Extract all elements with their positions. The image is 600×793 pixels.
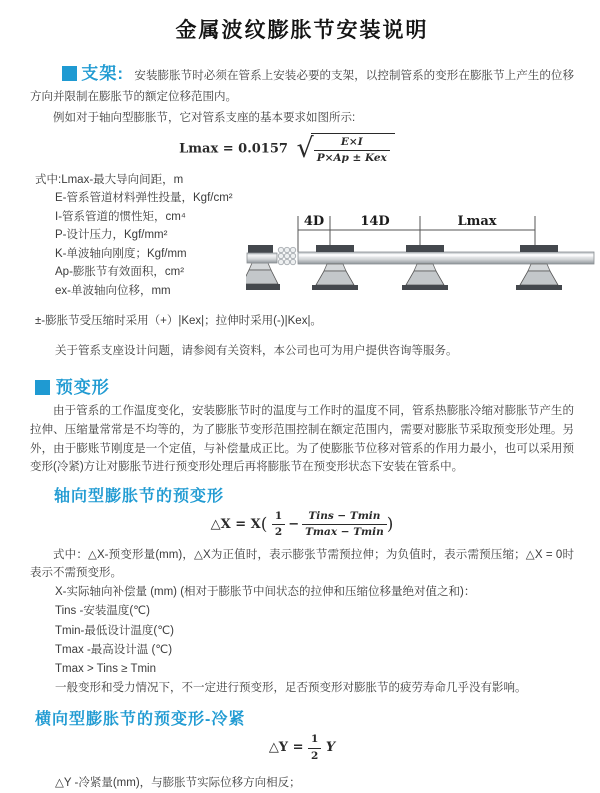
guide-support (402, 245, 448, 290)
variable-definition-line: E-管系管道材料弹性投量，Kgf/cm² (55, 192, 233, 205)
variable-definition-line: P-设计压力，Kgf/mm² (55, 229, 168, 242)
main-pipe (298, 252, 594, 264)
predeform-paragraph: 由于管系的工作温度变化，安装膨胀节时的温度与工作时的温度不同，管系热膨胀冷缩对膨胀节产生的拉伸、压缩量常常是不均等的，为了膨胀节变形范围控制在额定范围内，需要对膨胀节采取预变形处理。另外，由于膨账节刚度是一个定值，与补偿量成正比。为了使膨胀节位移对管系的作用力最小，也可以采用预变形(冷紧)方让对膨胀节进行预变形处理后再将膨胀节在预变形状态下安装在管系中。 (30, 404, 574, 474)
formula-axial-predeform (30, 510, 574, 539)
guide-support (516, 245, 562, 290)
bellows-icon (278, 247, 295, 264)
lateral-note: △Y -冷紧量(mm)，与膨胀节实际位移方向相反； (55, 777, 301, 790)
axial-explain-paragraph: 式中：△X-预变形量(mm)，△X为正值时，表示膨张节需预拉伸；为负值时，表示需预压缩；△X = 0时表示不需预变形。 (30, 548, 574, 580)
variable-definitions-and-diagram (30, 171, 574, 301)
axial-definition-line: Tmax -最高设计温 (℃) (55, 643, 173, 656)
support-section-heading: 支架: (81, 64, 125, 83)
predeform-heading-text: 预变形 (55, 377, 110, 397)
lateral-subsection-heading: 横向型膨胀节的预变形-冷紧 (35, 711, 246, 729)
formula-lmax (30, 133, 544, 165)
formula-lateral-rhs: Y (325, 740, 336, 756)
axial-definition-line: Tins -安装温度(℃) (55, 605, 150, 618)
temperature-fraction: $\frac{\text{Tins − Tmin}}{Tmax - Tmin}$ (302, 510, 387, 539)
one-half-fraction: $\frac{1}{2}$ (272, 510, 285, 539)
one-half-fraction: $\frac{1}{2}$ (308, 733, 321, 762)
pipe-support-diagram (246, 206, 598, 301)
dimension-label-14d: 14D (360, 213, 390, 229)
axial-definition-line: X-实际轴向补偿量 (mm) (相对于膨胀节中间状态的拉伸和压缩位移量绝对值之和)： (55, 586, 476, 599)
formula-lateral-lhs: △Y = (268, 740, 304, 756)
blue-square-icon (35, 380, 50, 395)
anchor-support (246, 245, 280, 290)
variable-definition-line: K-单波轴向刚度；Kgf/mm (55, 247, 187, 260)
pipe-stub (247, 253, 277, 263)
variable-definition-line: ex-单波轴向位移，mm (55, 284, 171, 297)
axial-definition-line: 一般变形和受力情况下，不一定进行预变形，足否预变形对膨胀节的疲劳寿命几乎没有影响。 (55, 682, 527, 695)
predeform-section-heading (35, 373, 574, 398)
page-title: 金属波纹膨胀节安装说明 (175, 19, 429, 42)
close-paren: ) (386, 514, 394, 535)
minus-sign: − (288, 517, 300, 533)
axial-subsection-heading: 轴向型膨胀节的预变形 (54, 488, 225, 506)
axial-definition-line: Tmin-最低设计温度(℃) (55, 624, 174, 637)
dimension-label-4d: 4D (303, 213, 325, 229)
plus-minus-note: ±-膨胀节受压缩时采用（+）|Kex|；拉伸时采用(-)|Kex|。 (35, 314, 322, 327)
support-intro-text: 安装膨胀节时必须在管系上安装必要的支架，以控制管系的变形在膨胀节上产生的位移方向并限制在膨胀节的额定位移范围内。 (30, 70, 575, 103)
variable-definition-line: 式中:Lmax-最大导向间距，m (35, 173, 184, 186)
axial-definitions-list (30, 583, 574, 698)
formula-lmax-radicand (311, 133, 395, 165)
guide-support (312, 245, 358, 290)
axial-definition-line: Tmax > Tins ≥ Tmin (55, 663, 156, 676)
support-example-text: 例如对于轴向型膨胀节，它对管系支座的基本要求如图所示: (53, 111, 356, 124)
variable-definition-line: Ap-膨胀节有效面积，cm² (55, 266, 185, 279)
formula-lmax-numerator: E×I (314, 136, 390, 151)
service-note: 关于管系支座设计问题，请参阅有关资料，本公司也可为用户提供咨询等服务。 (55, 345, 458, 358)
variable-definition-line: I-管系管道的惯性矩，cm⁴ (55, 210, 186, 223)
formula-axial-lhs: △X = X (210, 517, 261, 533)
formula-lmax-lhs: Lmax = 0.0157 (179, 141, 288, 157)
open-paren: ( (260, 514, 268, 535)
formula-lateral-coldpull (30, 733, 574, 762)
support-intro-paragraph (30, 60, 574, 107)
sqrt-radical-icon: √ (296, 133, 314, 165)
dimension-label-lmax: Lmax (457, 213, 497, 229)
blue-square-icon (62, 66, 77, 81)
formula-lmax-denominator: P×Ap ± Kex (316, 151, 387, 164)
